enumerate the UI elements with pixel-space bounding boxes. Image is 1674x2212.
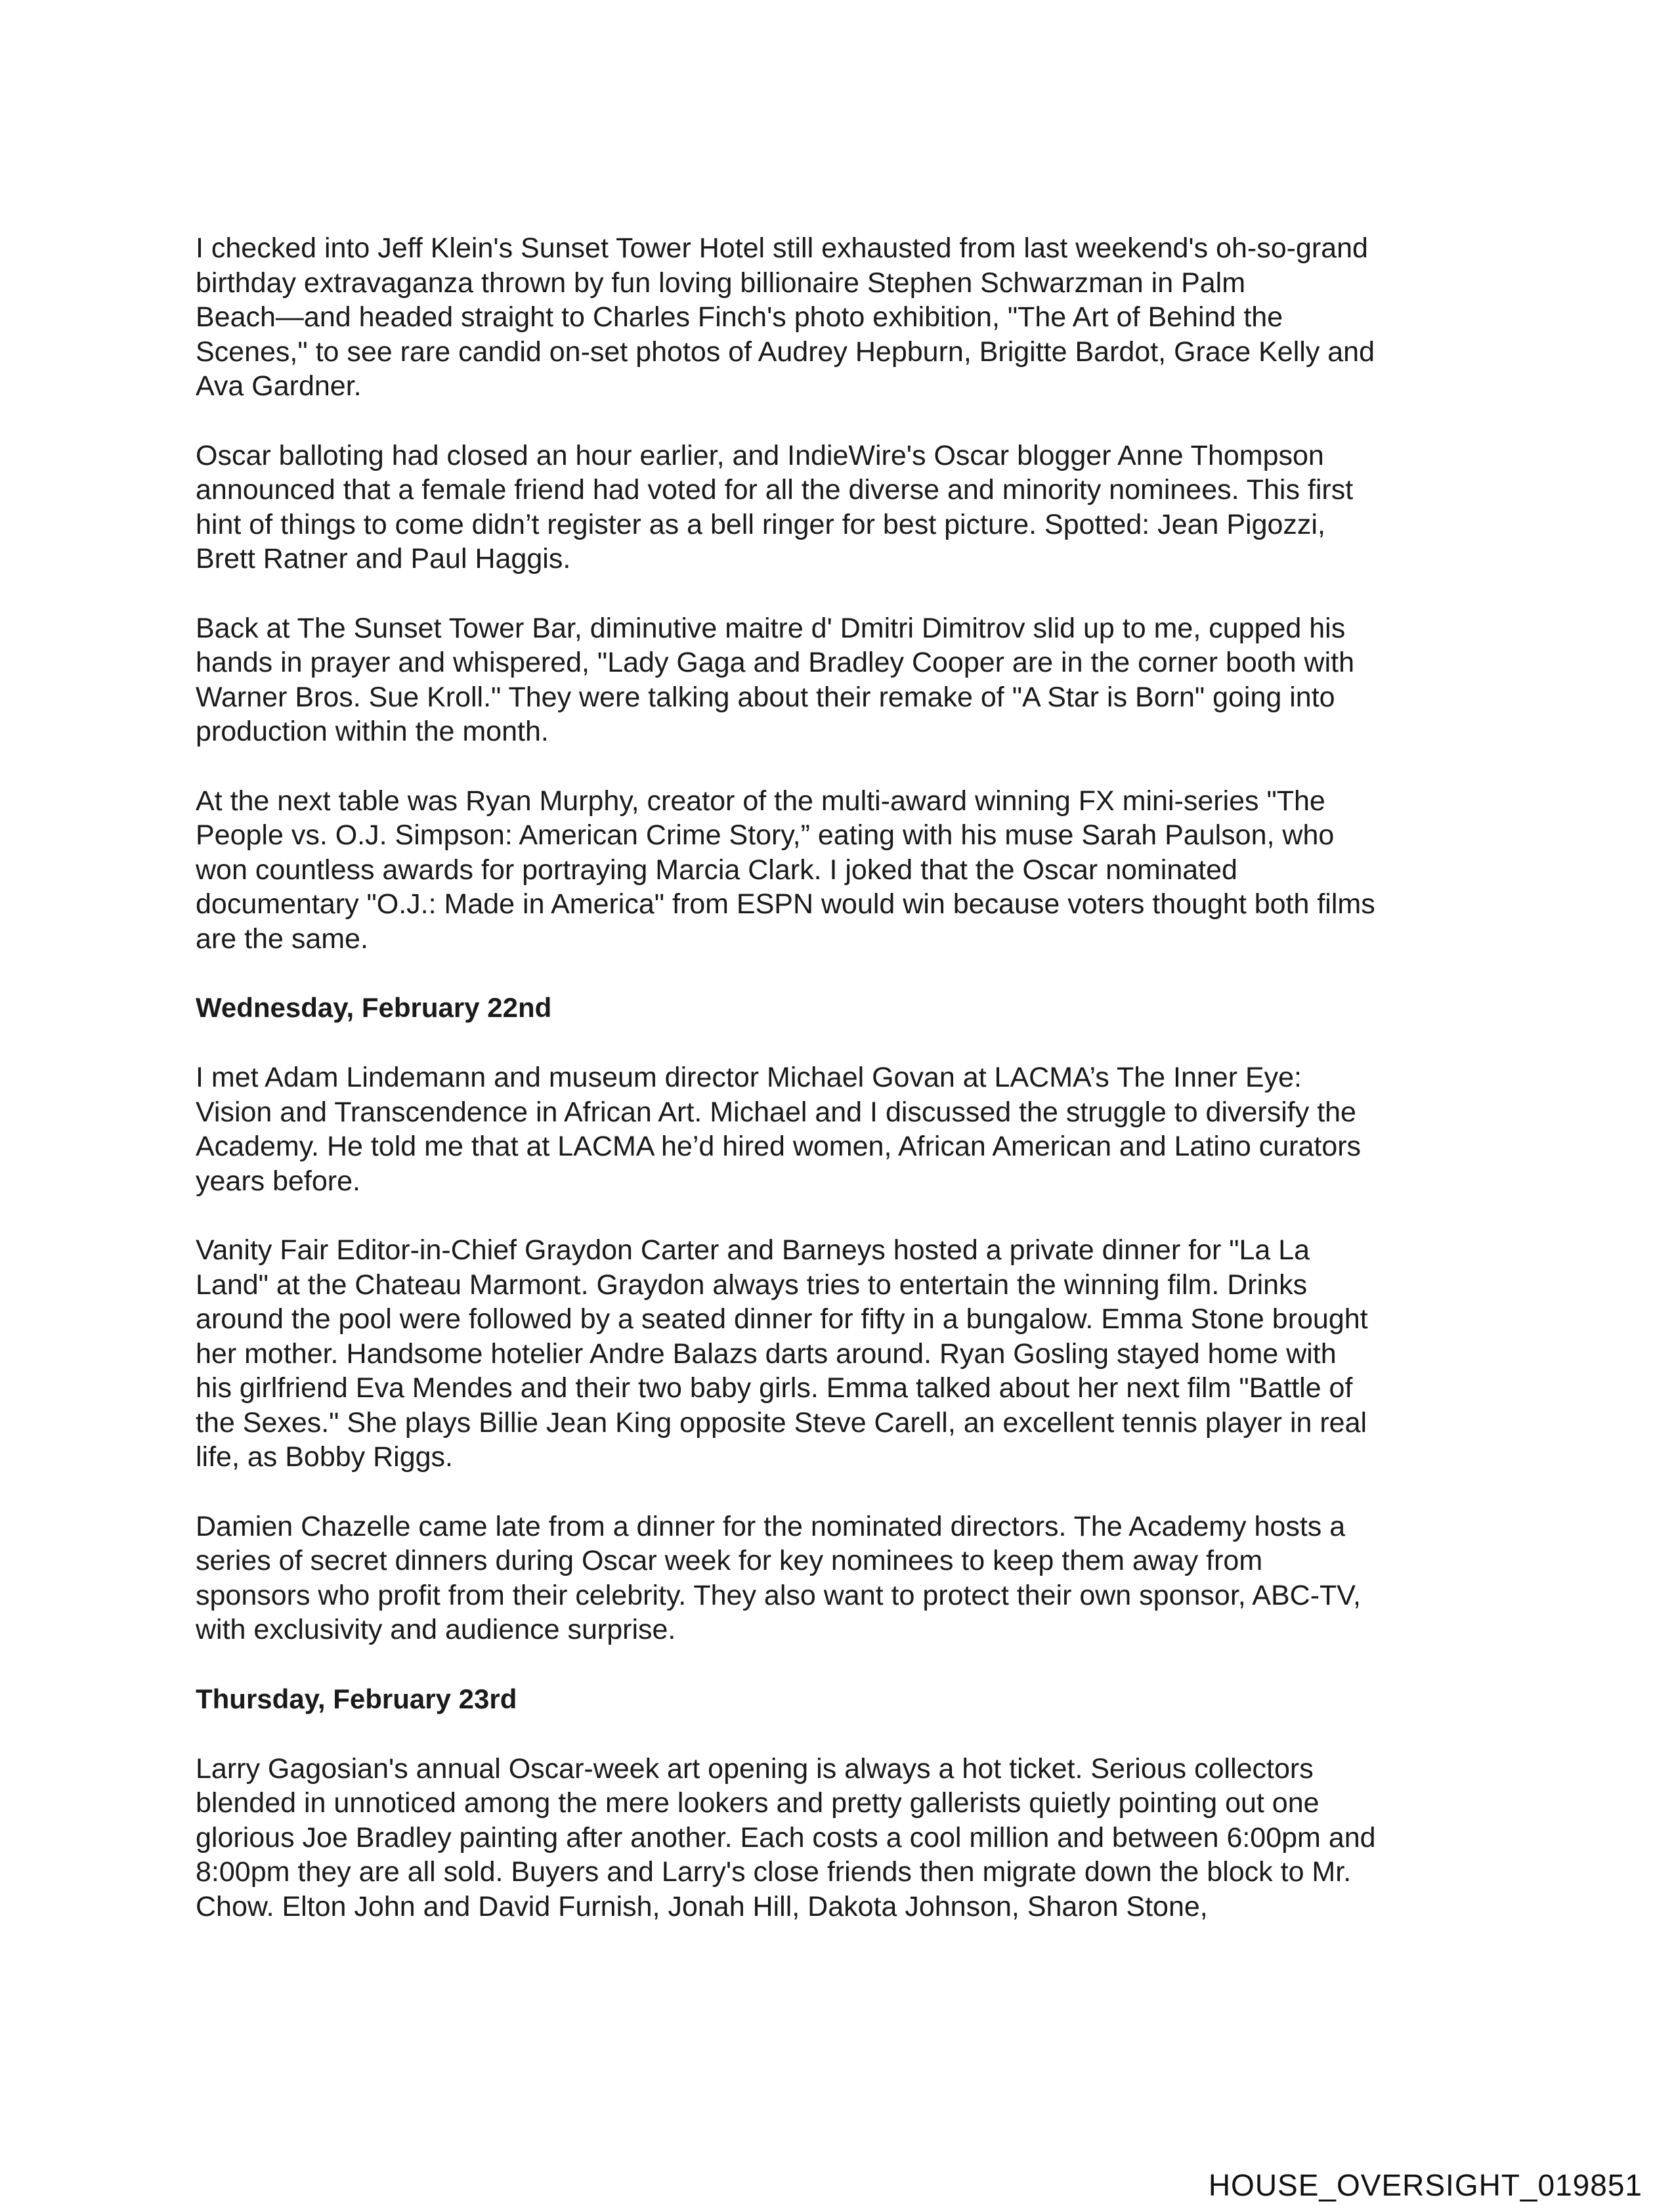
paragraph-sunset-tower-checkin: I checked into Jeff Klein's Sunset Tower Hotel still exhausted from last weekend's oh-so-grand birthday extravaganza thrown by fun loving billionaire Stephen Schwarzman in Palm Beach—and headed straight to Charles Finch's photo exhibition, "The Art of Behind the Scenes," to see rare candid on-set photos of Audrey Hepburn, Brigitte Bardot, Grace Kelly and Ava Gardner. — [196, 232, 1375, 402]
document-id-stamp: HOUSE_OVERSIGHT_019851 — [1208, 2168, 1642, 2202]
paragraph-ryan-murphy: At the next table was Ryan Murphy, creator of the multi-award winning FX mini-series "The People vs. O.J. Simpson: American Crime Story,” eating with his muse Sarah Paulson, who won countless awards for portraying Marcia Clark. I joked that the Oscar nominated documentary "O.J.: Made in America" from ESPN would win because voters thought both films are the same. — [196, 785, 1375, 955]
paragraph-vanity-fair-dinner: Vanity Fair Editor-in-Chief Graydon Carter and Barneys hosted a private dinner for "La La Land" at the Chateau Marmont. Graydon always tries to entertain the winning film. Drinks around the pool were followed by a seated dinner for fifty in a bungalow. Emma Stone brought her mother. Handsome hotelier Andre Balazs darts around. Ryan Gosling stayed home with his girlfriend Eva Mendes and their two baby girls. Emma talked about her next film "Battle of the Sexes." She plays Billie Jean King opposite Steve Carell, an excellent tennis player in real life, as Bobby Riggs. — [196, 1234, 1368, 1473]
paragraph-lacma: I met Adam Lindemann and museum director Michael Govan at LACMA’s The Inner Eye: Vision and Transcendence in African Art. Michael and I discussed the struggle to diversify the Academy. He told me that at LACMA he’d hired women, African American and Latino curators years before. — [196, 1062, 1362, 1197]
paragraph-damien-chazelle: Damien Chazelle came late from a dinner for the nominated directors. The Academy hosts a series of secret dinners during Oscar week for key nominees to keep them away from sponsors who profit from their celebrity. They also want to protect their own sponsor, ABC-TV, with exclusivity and audience surprise. — [196, 1510, 1361, 1645]
section-heading-thursday: Thursday, February 23rd — [196, 1683, 517, 1714]
paragraph-sunset-tower-bar: Back at The Sunset Tower Bar, diminutive maitre d' Dmitri Dimitrov slid up to me, cupped his hands in prayer and whispered, "Lady Gaga and Bradley Cooper are in the corner booth with Warner Bros. Sue Kroll." They were talking about their remake of "A Star is Born" going into production within the month. — [196, 612, 1355, 747]
paragraph-oscar-balloting: Oscar balloting had closed an hour earlier, and IndieWire's Oscar blogger Anne Thompson announced that a female friend had voted for all the diverse and minority nominees. This first hint of things to come didn’t register as a bell ringer for best picture. Spotted: Jean Pigozzi, Brett Ratner and Paul Haggis. — [196, 439, 1354, 575]
section-heading-wednesday: Wednesday, February 22nd — [196, 992, 552, 1023]
paragraph-gagosian-opening: Larry Gagosian's annual Oscar-week art opening is always a hot ticket. Serious collectors blended in unnoticed among the mere lookers and pretty gallerists quietly pointing out one glorious Joe Bradley painting after another. Each costs a cool million and between 6:00pm and 8:00pm they are all sold. Buyers and Larry's close friends then migrate down the block to Mr. Chow. Elton John and David Furnish, Jonah Hill, Dakota Johnson, Sharon Stone, — [196, 1752, 1376, 1922]
document-body — [196, 231, 1482, 1959]
